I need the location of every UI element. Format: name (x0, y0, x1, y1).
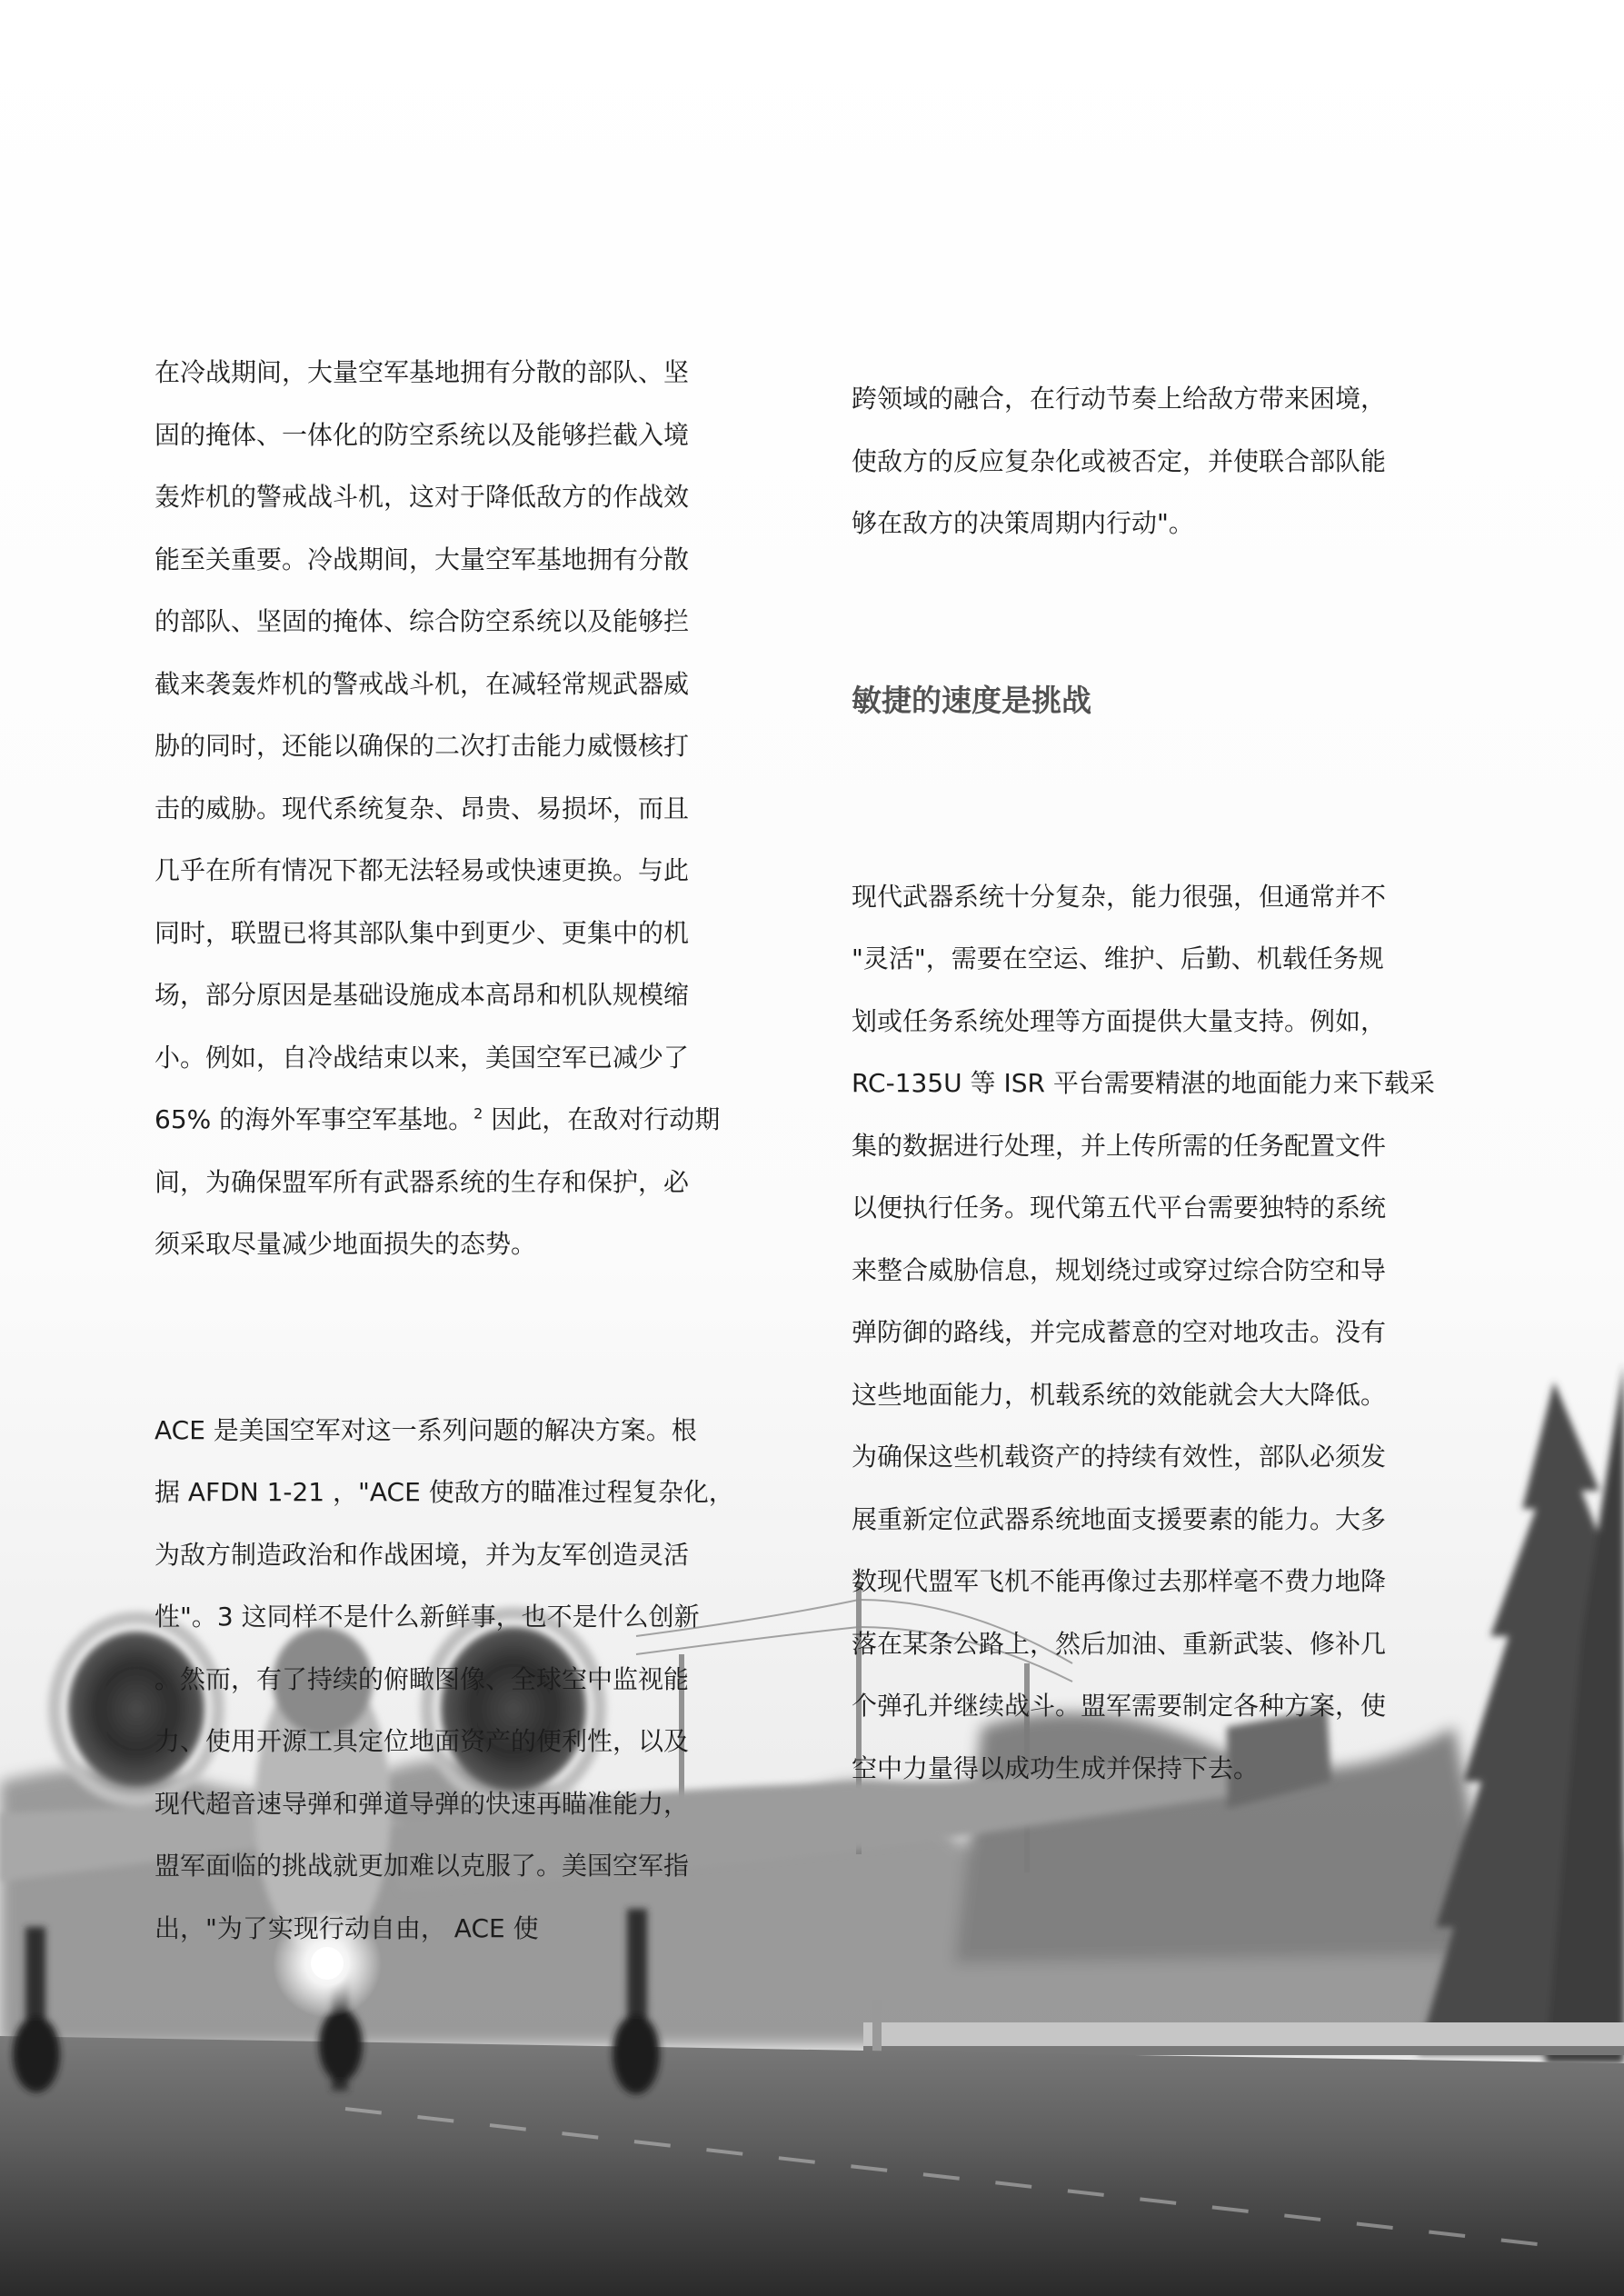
text-line: 现代武器系统十分复杂，能力很强，但通常并不 (852, 881, 1387, 912)
text-line: 。然而，有了持续的俯瞰图像、全球空中监视能 (154, 1663, 690, 1694)
left-column (154, 342, 736, 1960)
footnote-marker: 2 (473, 1104, 483, 1123)
text-line: 几乎在所有情况下都无法轻易或快速更换。与此 (154, 855, 690, 885)
left-paragraph-2 (154, 1400, 736, 1961)
text-line: 小。例如，自冷战结束以来，美国空军已减少了 (154, 1042, 690, 1073)
text-line: 使敌方的反应复杂化或被否定，并使联合部队能 (852, 445, 1387, 476)
text-line: 胁的同时，还能以确保的二次打击能力威慑核打 (154, 731, 690, 761)
text-line: 的部队、坚固的掩体、综合防空系统以及能够拦 (154, 606, 690, 636)
paragraph-spacer (852, 617, 1433, 670)
text-line: 划或任务系统处理等方面提供大量支持。例如， (852, 1005, 1387, 1036)
text-line: 截来袭轰炸机的警戒战斗机，在减轻常规武器威 (154, 668, 690, 699)
text-line: 空中力量得以成功生成并保持下去。 (852, 1752, 1260, 1783)
text-line: 在冷战期间，大量空军基地拥有分散的部队、坚 (154, 357, 690, 387)
right-column (852, 368, 1433, 1800)
text-line: 落在某条公路上，然后加油、重新武装、修补几 (852, 1628, 1387, 1659)
text-line: 以便执行任务。现代第五代平台需要独特的系统 (852, 1193, 1387, 1223)
text-line: 现代超音速导弹和弹道导弹的快速再瞄准能力， (154, 1788, 690, 1819)
text-line: 个弹孔并继续战斗。盟军需要制定各种方案，使 (852, 1691, 1387, 1721)
paragraph-spacer (852, 794, 1433, 866)
text-line: ACE 是美国空军对这一系列问题的解决方案。根 (154, 1414, 697, 1445)
text-line: 间，为确保盟军所有武器系统的生存和保护，必 (154, 1166, 690, 1197)
text-line: 盟军面临的挑战就更加难以克服了。美国空军指 (154, 1851, 690, 1881)
text-line: 跨领域的融合，在行动节奏上给敌方带来困境， (852, 384, 1387, 414)
text-line: 这些地面能力，机载系统的效能就会大大降低。 (852, 1379, 1387, 1410)
text-line: 固的掩体、一体化的防空系统以及能够拦截入境 (154, 419, 690, 450)
text-line: 须采取尽量减少地面损失的态势。 (154, 1229, 537, 1259)
paragraph-spacer (154, 1276, 736, 1338)
text-line: 为确保这些机载资产的持续有效性，部队必须发 (852, 1442, 1387, 1472)
text-line: RC-135U 等 ISR 平台需要精湛的地面能力来下载采 (852, 1068, 1435, 1098)
paragraph-spacer (852, 555, 1433, 617)
text-line: 弹防御的路线，并完成蓄意的空对地攻击。没有 (852, 1317, 1387, 1347)
text-line: 力、使用开源工具定位地面资产的便利性，以及 (154, 1726, 690, 1756)
text-line: 同时，联盟已将其部队集中到更少、更集中的机 (154, 917, 690, 948)
text-segment: 65% 的海外军事空军基地。 (154, 1104, 474, 1134)
right-paragraph-2 (852, 866, 1433, 1801)
text-line: 展重新定位武器系统地面支援要素的能力。大多 (852, 1503, 1387, 1534)
text-line: 为敌方制造政治和作战困境，并为友军创造灵活 (154, 1539, 690, 1570)
right-paragraph-1 (852, 368, 1433, 555)
text-line: 能至关重要。冷战期间，大量空军基地拥有分散 (154, 544, 690, 574)
section-heading: 敏捷的速度是挑战 (852, 682, 1091, 718)
paragraph-spacer (154, 1338, 736, 1400)
text-segment: 因此，在敌对行动期 (483, 1104, 721, 1134)
text-line: 场，部分原因是基础设施成本高昂和机队规模缩 (154, 980, 690, 1010)
text-line: 集的数据进行处理，并上传所需的任务配置文件 (852, 1130, 1387, 1161)
text-line: 够在敌方的决策周期内行动"。 (852, 508, 1194, 538)
text-line-with-footnote (154, 1089, 736, 1152)
text-line: "灵活"，需要在空运、维护、后勤、机载任务规 (852, 943, 1384, 973)
left-paragraph-1 (154, 342, 736, 1276)
text-line: 轰炸机的警戒战斗机，这对于降低敌方的作战效 (154, 482, 690, 512)
text-line: 据 AFDN 1-21 ，"ACE 使敌方的瞄准过程复杂化， (154, 1477, 734, 1507)
text-line: 击的威胁。现代系统复杂、昂贵、易损坏，而且 (154, 793, 690, 824)
text-line: 出，"为了实现行动自由， ACE 使 (154, 1912, 539, 1943)
paragraph-spacer (852, 732, 1433, 794)
text-line: 来整合威胁信息，规划绕过或穿过综合防空和导 (852, 1254, 1387, 1285)
text-line: 数现代盟军飞机不能再像过去那样毫不费力地降 (852, 1566, 1387, 1596)
text-line: 性"。3 这同样不是什么新鲜事，也不是什么创新 (154, 1602, 700, 1632)
